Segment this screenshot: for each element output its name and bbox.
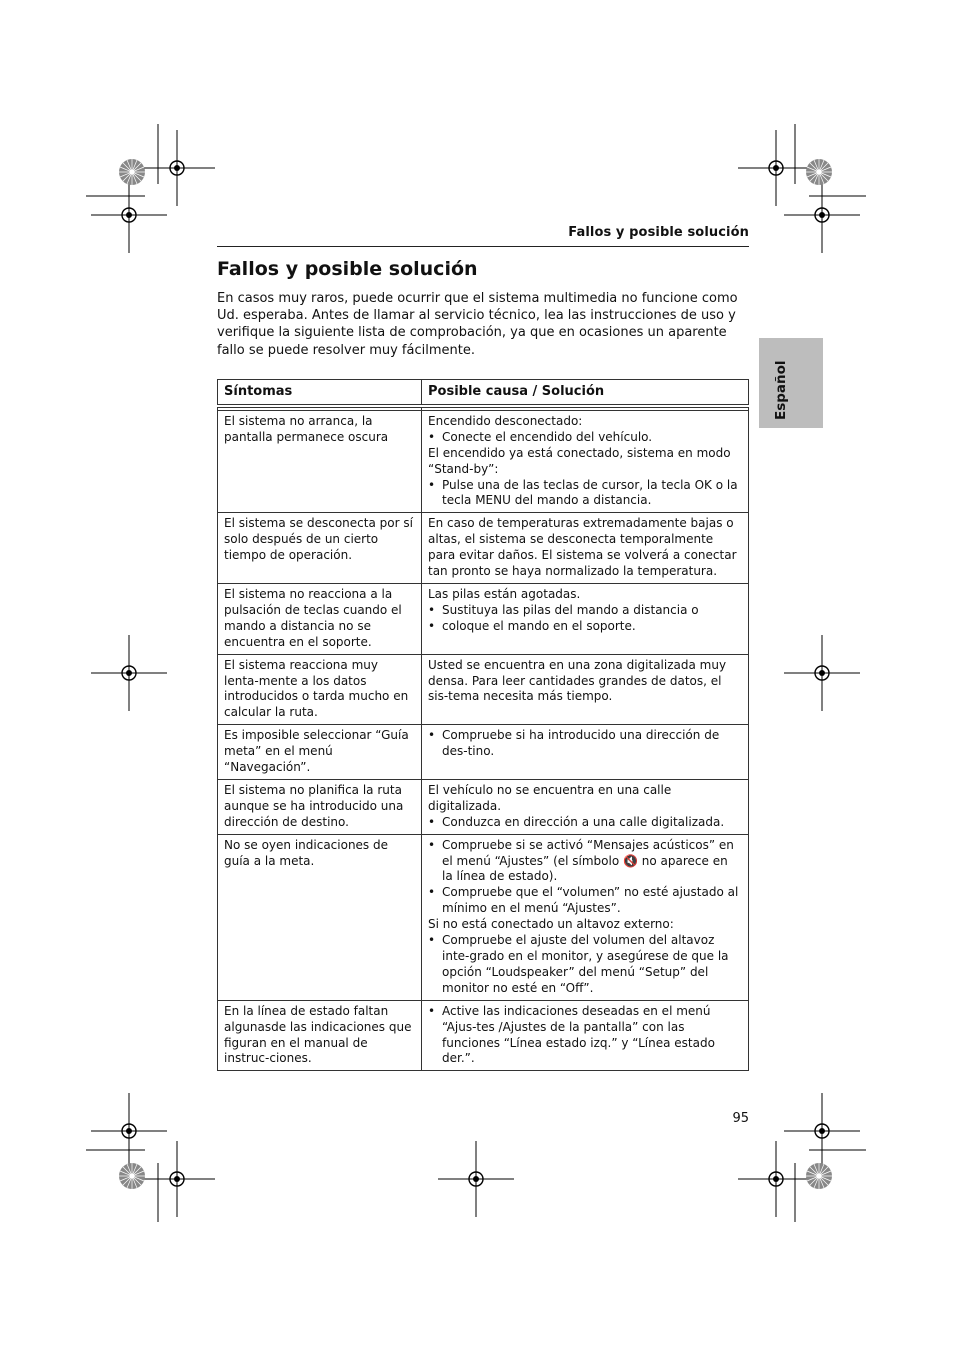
troubleshooting-table (217, 379, 749, 1071)
language-tab-label: Español (773, 360, 789, 420)
solution-bullet: • Compruebe si ha introducido una dirección de des-tino. (428, 728, 742, 760)
language-tab (759, 338, 823, 428)
solution-bullet: • Sustituya las pilas del mando a distancia o (428, 603, 742, 619)
solution-text: El encendido ya está conectado, sistema en modo “Stand-by”: (428, 445, 731, 476)
solution-bullet: • Compruebe el ajuste del volumen del altavoz inte-grado en el monitor, y asegúrese de que la opción “Loudspeaker” del menú “Setup” del monitor no esté en “Off”. (428, 933, 742, 997)
solution-cell (422, 654, 749, 725)
table-header-row (218, 380, 749, 406)
column-header-solution: Posible causa / Solución (422, 380, 749, 406)
solution-bullet: • Conecte el encendido del vehículo. (428, 430, 742, 446)
table-row (218, 410, 749, 512)
solution-text: En caso de temperaturas extremadamente bajas o altas, el sistema se desconecta temporalmente para evitar daños. El sistema se volverá a conectar tan pronto se haya normalizado la temperatura. (428, 516, 737, 579)
solution-text: Encendido desconectado: (428, 413, 583, 428)
solution-text: El vehículo no se encuentra en una calle digitalizada. (428, 782, 672, 813)
solution-bullet: • Compruebe que el “volumen” no esté ajustado al mínimo en el menú “Ajustes”. (428, 885, 742, 917)
table-row (218, 1000, 749, 1071)
symptom-cell: El sistema se desconecta por sí solo después de un cierto tiempo de operación. (218, 513, 422, 584)
table-row (218, 654, 749, 725)
symptom-cell: El sistema no planifica la ruta aunque se ha introducido una dirección de destino. (218, 779, 422, 834)
symptom-cell: No se oyen indicaciones de guía a la meta. (218, 834, 422, 1000)
table-body (218, 406, 749, 1071)
symptom-cell: En la línea de estado faltan algunasde las indicaciones que figuran en el manual de instruc-ciones. (218, 1000, 422, 1071)
solution-cell (422, 779, 749, 834)
solution-bullet: • Pulse una de las teclas de cursor, la tecla OK o la tecla MENU del mando a distancia. (428, 478, 742, 510)
solution-cell (422, 513, 749, 584)
symptom-cell: El sistema no reacciona a la pulsación de teclas cuando el mando a distancia no se encuentra en el soporte. (218, 583, 422, 654)
header-rule (217, 246, 749, 247)
symptom-cell: El sistema reacciona muy lenta-mente a los datos introducidos o tarda mucho en calcular la ruta. (218, 654, 422, 725)
solution-text: Si no está conectado un altavoz externo: (428, 917, 674, 932)
solution-cell (422, 725, 749, 780)
solution-bullet: • Active las indicaciones deseadas en el menú “Ajus-tes /Ajustes de la pantalla” con las funciones “Línea estado izq.” y “Línea estado der.”. (428, 1004, 742, 1068)
solution-cell (422, 410, 749, 512)
running-header-title: Fallos y posible solución (568, 225, 749, 240)
table-row (218, 725, 749, 780)
table-row (218, 583, 749, 654)
solution-bullet: • coloque el mando en el soporte. (428, 619, 742, 635)
solution-text: Las pilas están agotadas. (428, 586, 581, 601)
symptom-cell: El sistema no arranca, la pantalla permanece oscura (218, 410, 422, 512)
solution-bullet: • Conduzca en dirección a una calle digitalizada. (428, 815, 742, 831)
table-row (218, 513, 749, 584)
solution-bullet: • Compruebe si se activó “Mensajes acústicos” en el menú “Ajustes” (el símbolo 🔇 no aparece en la línea de estado). (428, 838, 742, 886)
column-header-symptom: Síntomas (218, 380, 422, 406)
symptom-cell: Es imposible seleccionar “Guía meta” en el menú “Navegación”. (218, 725, 422, 780)
intro-paragraph: En casos muy raros, puede ocurrir que el sistema multimedia no funcione como Ud. esperaba. Antes de llamar al servicio técnico, lea las instrucciones de uso y verifique la siguiente lista de comprobación, ya que en ocasiones un aparente fallo se puede resolver muy fácilmente. (217, 291, 738, 358)
table-row (218, 779, 749, 834)
solution-cell (422, 583, 749, 654)
table-row (218, 834, 749, 1000)
solution-text: Usted se encuentra en una zona digitalizada muy densa. Para leer cantidades grandes de datos, el sis-tema necesita más tiempo. (428, 657, 727, 704)
page-number: 95 (732, 1111, 749, 1126)
page-title: Fallos y posible solución (217, 258, 478, 280)
solution-cell (422, 834, 749, 1000)
solution-cell (422, 1000, 749, 1071)
